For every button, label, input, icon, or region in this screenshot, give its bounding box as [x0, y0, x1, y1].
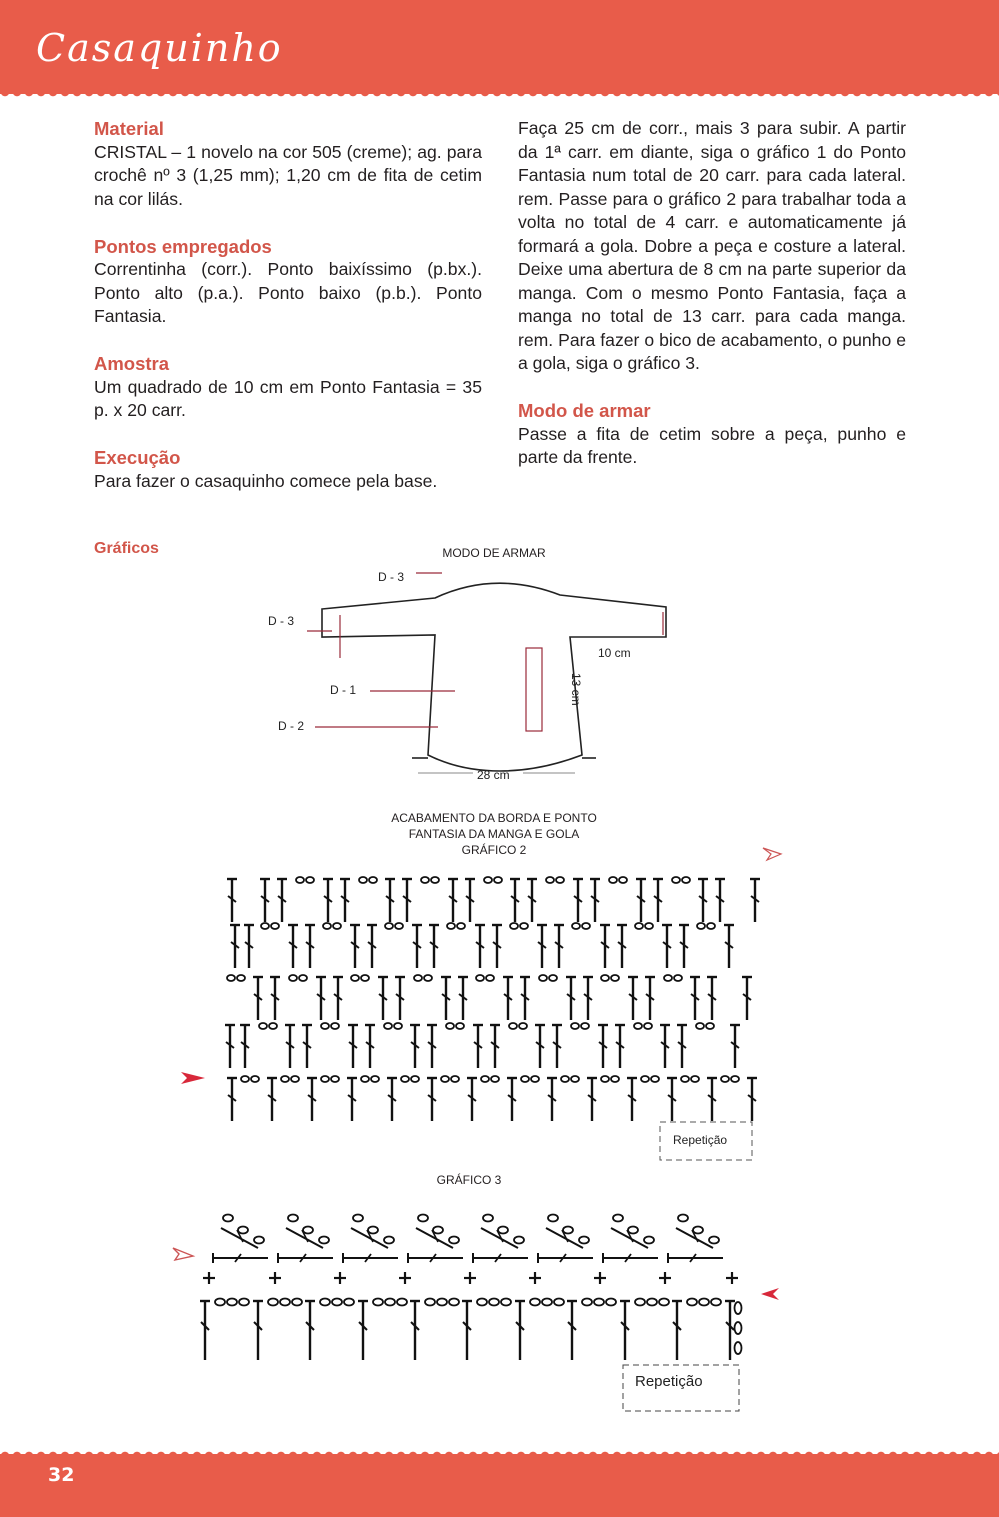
execucao-heading: Execução	[94, 447, 181, 468]
material-heading: Material	[94, 118, 164, 139]
grafico2-rows	[225, 877, 760, 1121]
grafico2-title-line1: ACABAMENTO DA BORDA E PONTO	[391, 811, 597, 825]
grafico2-title-line3: GRÁFICO 2	[461, 843, 527, 857]
pontos-text: Correntinha (corr.). Ponto baixíssimo (p.bx.). Ponto alto (p.a.). Ponto baixo (p.b.). Ponto Fantasia.	[94, 259, 482, 326]
end-arrow-icon	[761, 1288, 779, 1300]
left-column	[94, 117, 482, 493]
label-sleeve-10cm: 10 cm	[598, 646, 631, 660]
grafico3-stitch-chart	[165, 1200, 795, 1420]
amostra-text: Um quadrado de 10 cm em Ponto Fantasia = 35 p. x 20 carr.	[94, 376, 482, 420]
modo-de-armar-heading: Modo de armar	[518, 400, 651, 421]
right-column	[518, 117, 906, 470]
scalloped-edge	[0, 1448, 999, 1456]
execucao-text: Para fazer o casaquinho comece pela base.	[94, 470, 438, 491]
grafico3-base-row	[200, 1299, 742, 1361]
label-width-28cm: 28 cm	[477, 768, 510, 782]
page-title: Casaquinho	[36, 26, 283, 70]
pontos-heading: Pontos empregados	[94, 235, 272, 257]
graficos-heading: Gráficos	[94, 540, 159, 557]
start-arrow-icon	[173, 1248, 193, 1260]
modo-de-armar-text: Passe a fita de cetim sobre a peça, punho e parte da frente.	[518, 423, 906, 467]
grafico3-repeat-label: Repetição	[635, 1373, 703, 1390]
label-d3-left: D - 3	[268, 614, 295, 628]
grafico3-sc-row	[203, 1272, 738, 1284]
page-header	[0, 0, 999, 94]
grafico2-title-line2: FANTASIA DA MANGA E GOLA	[408, 827, 580, 841]
end-arrow-icon	[763, 848, 781, 860]
material-text: CRISTAL – 1 novelo na cor 505 (creme); ag. para crochê nº 3 (1,25 mm); 1,20 cm de fita de cetim na cor lilás.	[94, 141, 482, 209]
page-number: 32	[48, 1464, 75, 1486]
scalloped-edge	[0, 92, 999, 100]
garment-assembly-diagram	[260, 565, 700, 790]
label-d3-top: D - 3	[378, 570, 405, 584]
execucao-continued-text: Faça 25 cm de corr., mais 3 para subir. A partir da 1ª carr. em diante, siga o gráfico 1 do Ponto Fantasia num total de 20 carr. para cada lateral. rem. Passe para o gráfico 2 para trabalhar toda a volta no total de 4 carr. e automaticamente já formará a gola. Dobre a peça e costure a lateral. Deixe uma abertura de 8 cm na parte superior da manga. Com o mesmo Ponto Fantasia, faça a manga no total de 13 carr. para cada manga. rem. Para fazer o bico de acabamento, o punho e a gola, siga o gráfico 3.	[518, 118, 906, 373]
page-footer	[0, 1454, 999, 1517]
grafico3-caption: GRÁFICO 3	[436, 1173, 502, 1187]
label-d1: D - 1	[330, 683, 357, 697]
label-d2: D - 2	[278, 719, 305, 733]
start-arrow-icon	[181, 1072, 205, 1084]
grafico2-repeat-label: Repetição	[673, 1133, 728, 1147]
label-height-13cm: 13 cm	[569, 673, 583, 706]
grafico2-stitch-chart	[175, 840, 795, 1165]
amostra-heading: Amostra	[94, 353, 170, 374]
grafico3-picot-row	[213, 1215, 723, 1264]
modo-de-armar-caption: MODO DE ARMAR	[442, 546, 546, 560]
